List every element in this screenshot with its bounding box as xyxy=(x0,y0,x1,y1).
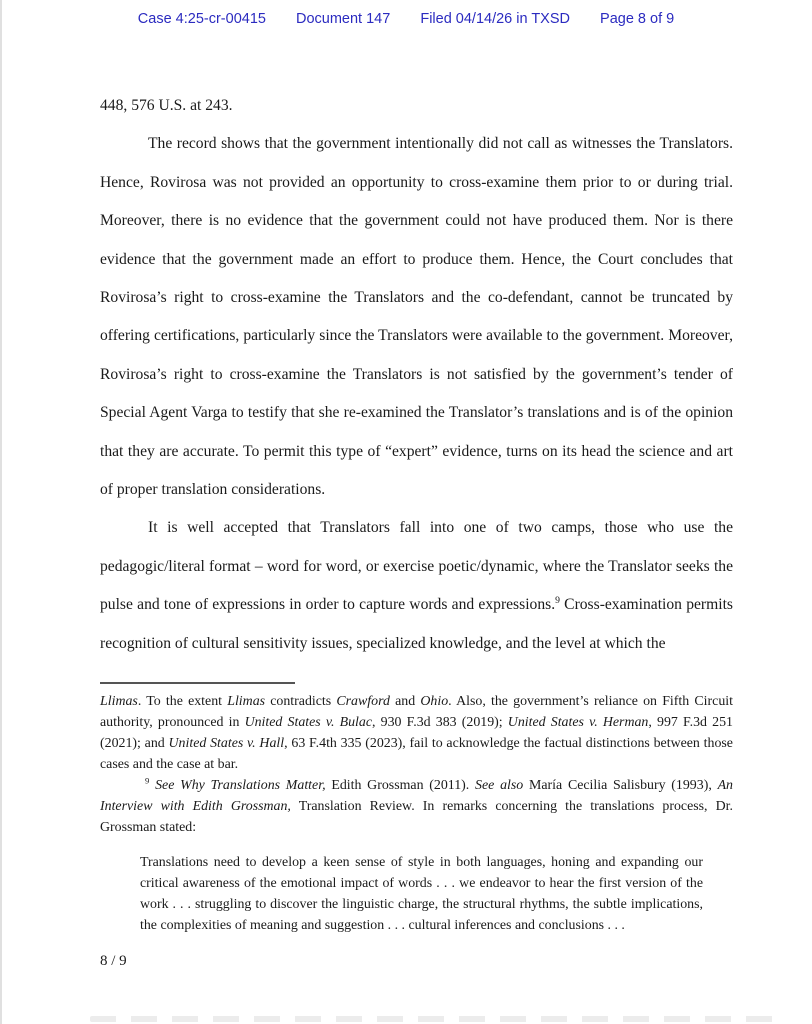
footnote-separator-rule xyxy=(100,682,295,684)
footnotes-section xyxy=(100,692,733,937)
body-paragraph-translators: It is well accepted that Translators fall into one of two camps, those who use the pedagogic/literal format – word for word, or exercise poetic/dynamic, where the Translator seeks the pulse and tone of expressions in order to capture words and expressions.$^9$ Cross-examination permits recognition of cultural sensitivity issues, specialized knowledge, and the level at which the xyxy=(100,519,733,652)
citation-continuation-line: 448, 576 U.S. at 243. xyxy=(100,97,233,114)
page-edge-dashes xyxy=(90,1016,784,1022)
court-filing-stamp-header xyxy=(0,0,812,27)
stamp-page-number: Page 8 of 9 xyxy=(600,11,675,27)
page-left-edge-divider xyxy=(0,0,2,1024)
document-number: Document 147 xyxy=(296,11,391,27)
footnote-9-blockquote: Translations need to develop a keen sense of style in both languages, honing and expanding our critical awareness of the emotional impact of words . . . we endeavor to hear the first version of the work . . . struggling to discover the linguistic charge, the structural rhythms, the subtle implications, the complexities of meaning and suggestion . . . cultural inferences and conclusions . . . xyxy=(140,855,703,934)
page-number-footer: 8 / 9 xyxy=(100,953,127,969)
filed-date: Filed 04/14/26 in TXSD xyxy=(420,11,570,27)
document-body xyxy=(100,87,733,663)
footnote-continuation: Llimas. To the extent Llimas contradicts Crawford and Ohio. Also, the government’s reliance on Fifth Circuit authority, pronounced in United States v. Bulac, 930 F.3d 383 (2019); United States v. Herman, 997 F.3d 251 (2021); and United States v. Hall, 63 F.4th 335 (2023), fail to acknowledge the factual distinctions between those cases and the case at bar. xyxy=(100,694,733,772)
body-paragraph-record: The record shows that the government intentionally did not call as witnesses the Translators. Hence, Rovirosa was not provided an opportunity to cross-examine them prior to or during trial. Moreover, there is no evidence that the government could not have produced them. Nor is there evidence that the government made an effort to produce them. Hence, the Court concludes that Rovirosa’s right to cross-examine the Translators and the co-defendant, cannot be truncated by offering certifications, particularly since the Translators were available to the government. Moreover, Rovirosa’s right to cross-examine the Translators is not satisfied by the government’s tender of Special Agent Varga to testify that she re-examined the Translator’s translations and is of the opinion that they are accurate. To permit this type of “expert” evidence, turns on its head the science and art of proper translation considerations. xyxy=(100,135,733,499)
case-number: Case 4:25-cr-00415 xyxy=(137,11,266,27)
footnote-9: $^9$ See Why Translations Matter, Edith Grossman (2011). See also María Cecilia Salisbury (1993), An Interview with Edith Grossman, Translation Review. In remarks concerning the translations process, Dr. Grossman stated: xyxy=(100,775,733,835)
